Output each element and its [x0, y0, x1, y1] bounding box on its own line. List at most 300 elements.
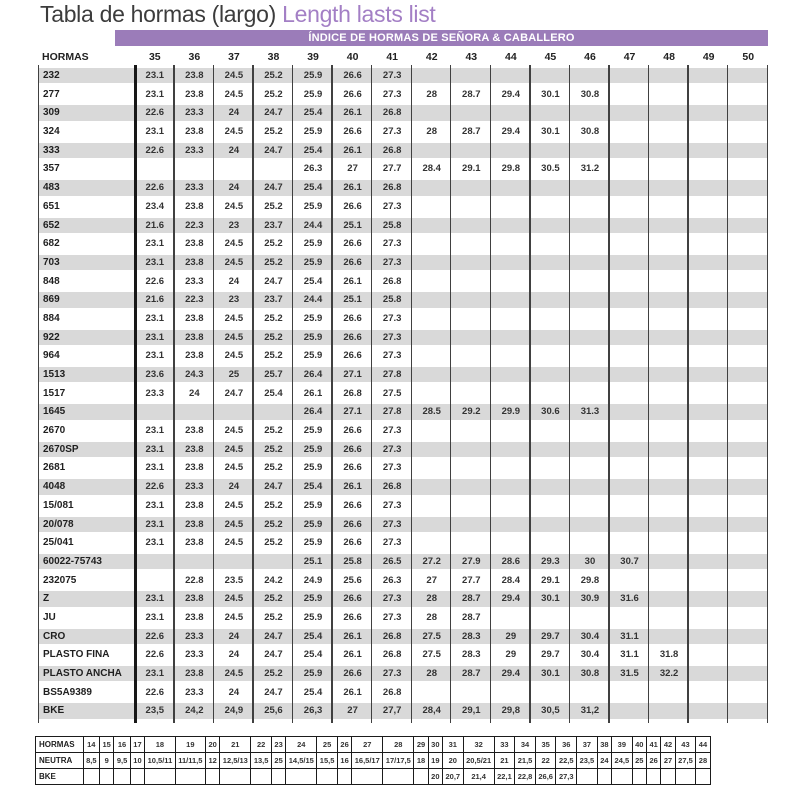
length-value-cell: 27.3: [382, 238, 402, 250]
length-value-cell: [531, 330, 571, 345]
length-value-cell: 25.9: [303, 350, 323, 362]
length-value-cell: 25.2: [264, 238, 283, 250]
length-value-cell: [412, 311, 452, 326]
length-value-cell: 28.7: [462, 668, 481, 679]
length-value-cell: [728, 161, 768, 176]
length-value-cell: 27.3: [382, 350, 402, 362]
length-value-cell: [728, 703, 768, 718]
conversion-cell: 20: [205, 737, 219, 753]
length-value-cell: 25.9: [303, 200, 323, 212]
main-table: [38, 68, 768, 722]
table-row: [38, 423, 768, 438]
length-value-cell: 25.9: [303, 70, 323, 81]
length-value-cell: 30.5: [541, 163, 560, 175]
length-value-cell: [728, 218, 768, 233]
length-value-cell: 22.6: [145, 481, 165, 493]
length-value-cell: 30: [584, 555, 596, 567]
size-column-header: 48: [663, 51, 675, 63]
length-value-cell: [649, 591, 689, 606]
length-value-cell: [452, 218, 492, 233]
length-value-cell: [728, 460, 768, 475]
length-value-cell: [412, 535, 452, 550]
length-value-cell: [649, 367, 689, 382]
length-value-cell: 29.9: [501, 406, 521, 418]
row-label: 964: [43, 350, 60, 362]
length-value-cell: 23.8: [185, 611, 204, 623]
length-value-cell: 27.1: [343, 406, 362, 418]
size-column-header: 45: [544, 51, 557, 63]
conversion-cell: 29: [414, 737, 428, 753]
conversion-cell: 25: [271, 753, 285, 769]
conversion-cell: 42: [661, 737, 675, 753]
length-value-cell: 30.4: [580, 649, 600, 661]
length-value-cell: [412, 685, 452, 700]
length-value-cell: [610, 143, 650, 158]
length-value-cell: [491, 199, 531, 214]
conversion-cell: [317, 769, 338, 785]
length-value-cell: [531, 68, 571, 83]
table-row: [38, 236, 768, 251]
length-value-cell: 26.6: [343, 88, 362, 100]
length-value-cell: [649, 236, 689, 251]
length-value-cell: 24.7: [264, 630, 283, 642]
length-value-cell: 23.3: [185, 481, 204, 493]
length-value-cell: 23.1: [145, 518, 165, 530]
length-value-cell: 26.1: [343, 144, 362, 156]
conversion-cell: [175, 769, 205, 785]
length-value-cell: [649, 517, 689, 532]
length-value-cell: 26.8: [382, 686, 402, 698]
conversion-cell: 28: [696, 753, 710, 769]
length-value-cell: [610, 386, 650, 401]
conversion-cell: 20,7: [443, 769, 464, 785]
length-value-cell: 25.8: [343, 555, 362, 567]
conversion-cell: 27,5: [675, 753, 696, 769]
length-value-cell: [412, 105, 452, 120]
length-value-cell: [570, 685, 610, 700]
length-value-cell: [610, 703, 650, 718]
length-value-cell: [728, 498, 768, 513]
row-label: BKE: [43, 705, 65, 717]
length-value-cell: 25.2: [264, 443, 283, 455]
table-row: [38, 404, 768, 419]
length-value-cell: 22.6: [145, 649, 165, 661]
length-value-cell: [412, 367, 452, 382]
length-value-cell: 25.2: [264, 668, 283, 679]
length-value-cell: 28: [426, 668, 437, 679]
length-value-cell: [649, 703, 689, 718]
conversion-cell: [597, 769, 611, 785]
table-row: [38, 161, 768, 176]
length-value-cell: [649, 554, 689, 569]
length-value-cell: [531, 255, 571, 270]
length-value-cell: 25.2: [264, 331, 283, 343]
length-value-cell: 24.5: [224, 238, 244, 250]
length-value-cell: [412, 517, 452, 532]
length-value-cell: [689, 666, 729, 681]
length-value-cell: 25.4: [303, 630, 323, 642]
length-value-cell: [570, 423, 610, 438]
length-value-cell: 25.2: [264, 256, 283, 268]
length-value-cell: [728, 386, 768, 401]
conversion-cell: [286, 769, 317, 785]
length-value-cell: [570, 311, 610, 326]
length-value-cell: [689, 218, 729, 233]
length-value-cell: 23.8: [185, 443, 204, 455]
length-value-cell: 29.8: [580, 574, 600, 586]
length-value-cell: [649, 685, 689, 700]
length-value-cell: [689, 124, 729, 139]
length-value-cell: [531, 386, 571, 401]
length-value-cell: [610, 498, 650, 513]
length-value-cell: 27: [347, 705, 358, 717]
length-value-cell: 24.5: [224, 668, 244, 679]
length-value-cell: [452, 143, 492, 158]
length-value-cell: [610, 573, 650, 588]
length-value-cell: 25.2: [264, 462, 283, 474]
length-value-cell: 26.3: [382, 574, 402, 586]
conversion-cell: 27,3: [556, 769, 577, 785]
length-value-cell: 26.8: [382, 481, 402, 493]
length-value-cell: 23.1: [145, 331, 165, 343]
length-value-cell: 27,7: [382, 705, 402, 717]
length-value-cell: 24.7: [264, 649, 283, 661]
length-value-cell: [610, 218, 650, 233]
length-value-cell: 22.6: [145, 144, 165, 156]
length-value-cell: 23.3: [185, 649, 204, 661]
length-value-cell: [491, 330, 531, 345]
length-value-cell: 32.2: [659, 668, 679, 679]
size-column-header: 36: [188, 51, 201, 63]
length-value-cell: [214, 161, 254, 176]
length-value-cell: 23.1: [145, 537, 165, 549]
length-value-cell: [689, 105, 729, 120]
length-value-cell: [491, 274, 531, 289]
conversion-cell: [696, 769, 710, 785]
length-value-cell: [491, 311, 531, 326]
length-value-cell: [728, 87, 768, 102]
length-value-cell: 28,4: [422, 705, 441, 717]
length-value-cell: 27.3: [382, 499, 402, 511]
length-value-cell: [531, 535, 571, 550]
table-row: [38, 610, 768, 625]
length-value-cell: 25.1: [343, 219, 362, 231]
length-value-cell: 30.6: [541, 406, 560, 418]
row-label: 869: [43, 294, 60, 306]
length-value-cell: 25.2: [264, 312, 283, 324]
length-value-cell: [570, 199, 610, 214]
length-value-cell: 30.9: [580, 593, 600, 605]
conversion-cell: 18: [145, 737, 176, 753]
length-value-cell: [412, 180, 452, 195]
length-value-cell: [649, 105, 689, 120]
length-value-cell: 22.3: [185, 294, 204, 306]
length-value-cell: 26.6: [343, 200, 362, 212]
length-value-cell: 25.9: [303, 126, 323, 138]
length-value-cell: 27.5: [422, 630, 441, 642]
length-value-cell: [491, 105, 531, 120]
length-value-cell: 23.1: [145, 350, 165, 362]
length-value-cell: 25.9: [303, 593, 323, 605]
length-value-cell: 24.5: [224, 256, 244, 268]
conversion-cell: 22,1: [494, 769, 515, 785]
length-value-cell: 26.6: [343, 70, 362, 81]
length-value-cell: [412, 218, 452, 233]
length-value-cell: 24.5: [224, 593, 244, 605]
table-row: [38, 442, 768, 457]
conversion-cell: 12: [205, 753, 219, 769]
length-value-cell: [491, 423, 531, 438]
length-value-cell: [452, 685, 492, 700]
length-value-cell: 27.8: [382, 369, 402, 380]
length-value-cell: 24.5: [224, 200, 244, 212]
length-value-cell: [728, 236, 768, 251]
conversion-row: [36, 737, 711, 753]
length-value-cell: 26.6: [343, 668, 362, 679]
length-value-cell: 23.6: [145, 369, 165, 380]
conversion-cell: [130, 769, 144, 785]
conversion-cell: 44: [696, 737, 710, 753]
length-value-cell: 25.9: [303, 499, 323, 511]
length-value-cell: 26.5: [382, 555, 402, 567]
length-value-cell: 25.4: [303, 481, 323, 493]
length-value-cell: [649, 629, 689, 644]
length-value-cell: [452, 348, 492, 363]
conversion-cell: 22: [535, 753, 556, 769]
conversion-cell: 36: [556, 737, 577, 753]
conversion-cell: 26: [337, 737, 351, 753]
length-value-cell: 25.4: [264, 387, 283, 399]
conversion-cell: [661, 769, 675, 785]
length-value-cell: 23.3: [145, 387, 165, 399]
conversion-row: [36, 753, 711, 769]
length-value-cell: 25.4: [303, 686, 323, 698]
length-value-cell: [610, 274, 650, 289]
length-value-cell: 24.7: [264, 182, 283, 194]
length-value-cell: [728, 143, 768, 158]
length-value-cell: [175, 554, 215, 569]
length-value-cell: 24.5: [224, 425, 244, 437]
length-value-cell: 21.6: [145, 219, 165, 231]
conversion-cell: 14: [83, 737, 99, 753]
length-value-cell: 25.2: [264, 88, 283, 100]
size-column-header: 43: [465, 51, 478, 63]
length-value-cell: [689, 703, 729, 718]
table-row: [38, 666, 768, 681]
conversion-cell: 28: [383, 737, 414, 753]
length-value-cell: 29.1: [462, 163, 481, 175]
row-label: 25/041: [43, 537, 74, 549]
length-value-cell: [452, 330, 492, 345]
row-label: 884: [43, 312, 60, 324]
table-row: [38, 647, 768, 662]
table-row: [38, 311, 768, 326]
conversion-cell: 22,5: [556, 753, 577, 769]
length-value-cell: 24.3: [185, 369, 204, 380]
length-value-cell: [214, 554, 254, 569]
table-row: [38, 124, 768, 139]
length-value-cell: [728, 629, 768, 644]
length-value-cell: 26.8: [343, 387, 362, 399]
length-value-cell: [570, 386, 610, 401]
size-column-header: 40: [346, 51, 359, 63]
length-value-cell: [570, 292, 610, 307]
length-value-cell: [610, 517, 650, 532]
length-value-cell: 28.7: [462, 126, 481, 138]
length-value-cell: [570, 348, 610, 363]
conversion-cell: 10,5/11: [145, 753, 176, 769]
length-value-cell: 21.6: [145, 294, 165, 306]
length-value-cell: 25.9: [303, 256, 323, 268]
length-value-cell: [491, 218, 531, 233]
row-label: 922: [43, 331, 60, 343]
length-value-cell: [570, 180, 610, 195]
length-value-cell: [689, 161, 729, 176]
length-value-cell: 30.1: [541, 668, 560, 679]
length-value-cell: [689, 292, 729, 307]
table-row: [38, 498, 768, 513]
length-value-cell: 27.3: [382, 331, 402, 343]
length-value-cell: [728, 535, 768, 550]
length-value-cell: 29,1: [462, 705, 481, 717]
length-value-cell: 28.4: [501, 574, 521, 586]
length-value-cell: [689, 68, 729, 83]
length-value-cell: [728, 68, 768, 83]
length-value-cell: [649, 460, 689, 475]
length-value-cell: [570, 330, 610, 345]
row-label: 333: [43, 144, 60, 156]
length-value-cell: 25,6: [264, 705, 283, 717]
length-value-cell: [610, 442, 650, 457]
length-value-cell: [649, 218, 689, 233]
length-value-cell: [452, 311, 492, 326]
conversion-cell: 15: [100, 737, 114, 753]
conversion-cell: 10: [130, 753, 144, 769]
length-value-cell: [610, 460, 650, 475]
table-row: [38, 330, 768, 345]
length-value-cell: [531, 517, 571, 532]
conversion-cell: 38: [597, 737, 611, 753]
row-label: 2670: [43, 425, 66, 437]
length-value-cell: 24,9: [224, 705, 244, 717]
length-value-cell: 23.8: [185, 537, 204, 549]
length-value-cell: 23.8: [185, 462, 204, 474]
size-column-header: 38: [267, 51, 280, 63]
length-value-cell: [570, 105, 610, 120]
conversion-cell: 37: [577, 737, 598, 753]
length-value-cell: [531, 423, 571, 438]
length-value-cell: [610, 367, 650, 382]
length-value-cell: 30.8: [580, 88, 600, 100]
length-value-cell: 29.4: [501, 88, 521, 100]
length-value-cell: 23.1: [145, 499, 165, 511]
row-label: 682: [43, 238, 60, 250]
row-label: 232: [43, 70, 60, 81]
length-value-cell: [175, 161, 215, 176]
conversion-cell: 8,5: [83, 753, 99, 769]
length-value-cell: 26.3: [303, 163, 323, 175]
length-value-cell: [610, 535, 650, 550]
length-value-cell: 25.2: [264, 537, 283, 549]
row-label: PLASTO ANCHA: [43, 668, 122, 679]
conversion-cell: [414, 769, 428, 785]
length-value-cell: 24.7: [264, 275, 283, 287]
length-value-cell: [649, 442, 689, 457]
conversion-cell: 27: [352, 737, 383, 753]
length-value-cell: 27.1: [343, 369, 362, 380]
length-value-cell: 25.9: [303, 238, 323, 250]
length-value-cell: 29.4: [501, 126, 521, 138]
conversion-table-grid: [35, 736, 711, 785]
conversion-cell: 16: [114, 737, 130, 753]
length-value-cell: 26.6: [343, 611, 362, 623]
length-value-cell: 24.4: [303, 294, 323, 306]
length-value-cell: [531, 292, 571, 307]
length-value-cell: [491, 348, 531, 363]
length-value-cell: [728, 199, 768, 214]
conversion-cell: [612, 769, 633, 785]
length-value-cell: 31.1: [620, 630, 639, 642]
length-value-cell: 23.8: [185, 593, 204, 605]
conversion-cell: 9,5: [114, 753, 130, 769]
conversion-row-label: HORMAS: [36, 737, 84, 753]
length-value-cell: [610, 105, 650, 120]
length-value-cell: 27.3: [382, 200, 402, 212]
row-label: 483: [43, 182, 60, 194]
length-value-cell: [412, 292, 452, 307]
length-value-cell: [135, 554, 175, 569]
length-value-cell: 26.1: [343, 686, 362, 698]
length-value-cell: 26.8: [382, 182, 402, 194]
length-value-cell: 31.6: [620, 593, 639, 605]
length-value-cell: 26.6: [343, 499, 362, 511]
length-value-cell: 22.6: [145, 107, 165, 119]
length-value-cell: [452, 236, 492, 251]
length-value-cell: [728, 442, 768, 457]
length-value-cell: 23.8: [185, 238, 204, 250]
length-value-cell: 26.6: [343, 443, 362, 455]
row-label: 2670SP: [43, 443, 79, 455]
conversion-cell: 12,5/13: [220, 753, 251, 769]
length-value-cell: 23.7: [264, 294, 283, 306]
conversion-cell: 21: [494, 753, 515, 769]
size-column-header: 42: [425, 51, 438, 63]
length-value-cell: [175, 404, 215, 419]
length-value-cell: [452, 180, 492, 195]
length-value-cell: 28.7: [462, 88, 481, 100]
length-value-cell: 29.1: [541, 574, 560, 586]
main-table-header-row: [38, 49, 768, 65]
length-value-cell: [689, 199, 729, 214]
length-value-cell: [689, 629, 729, 644]
length-value-cell: 23.8: [185, 70, 204, 81]
length-value-cell: 24.2: [264, 574, 283, 586]
length-value-cell: 26.1: [343, 107, 362, 119]
length-value-cell: [570, 498, 610, 513]
row-label: 60022-75743: [43, 555, 102, 567]
length-value-cell: [412, 274, 452, 289]
table-row: [38, 218, 768, 233]
conversion-cell: [352, 769, 383, 785]
length-value-cell: [452, 479, 492, 494]
conversion-cell: [251, 769, 272, 785]
table-row: [38, 460, 768, 475]
length-value-cell: [412, 479, 452, 494]
length-value-cell: [649, 423, 689, 438]
length-value-cell: [412, 236, 452, 251]
conversion-cell: 15,5: [317, 753, 338, 769]
length-value-cell: 23.7: [264, 219, 283, 231]
